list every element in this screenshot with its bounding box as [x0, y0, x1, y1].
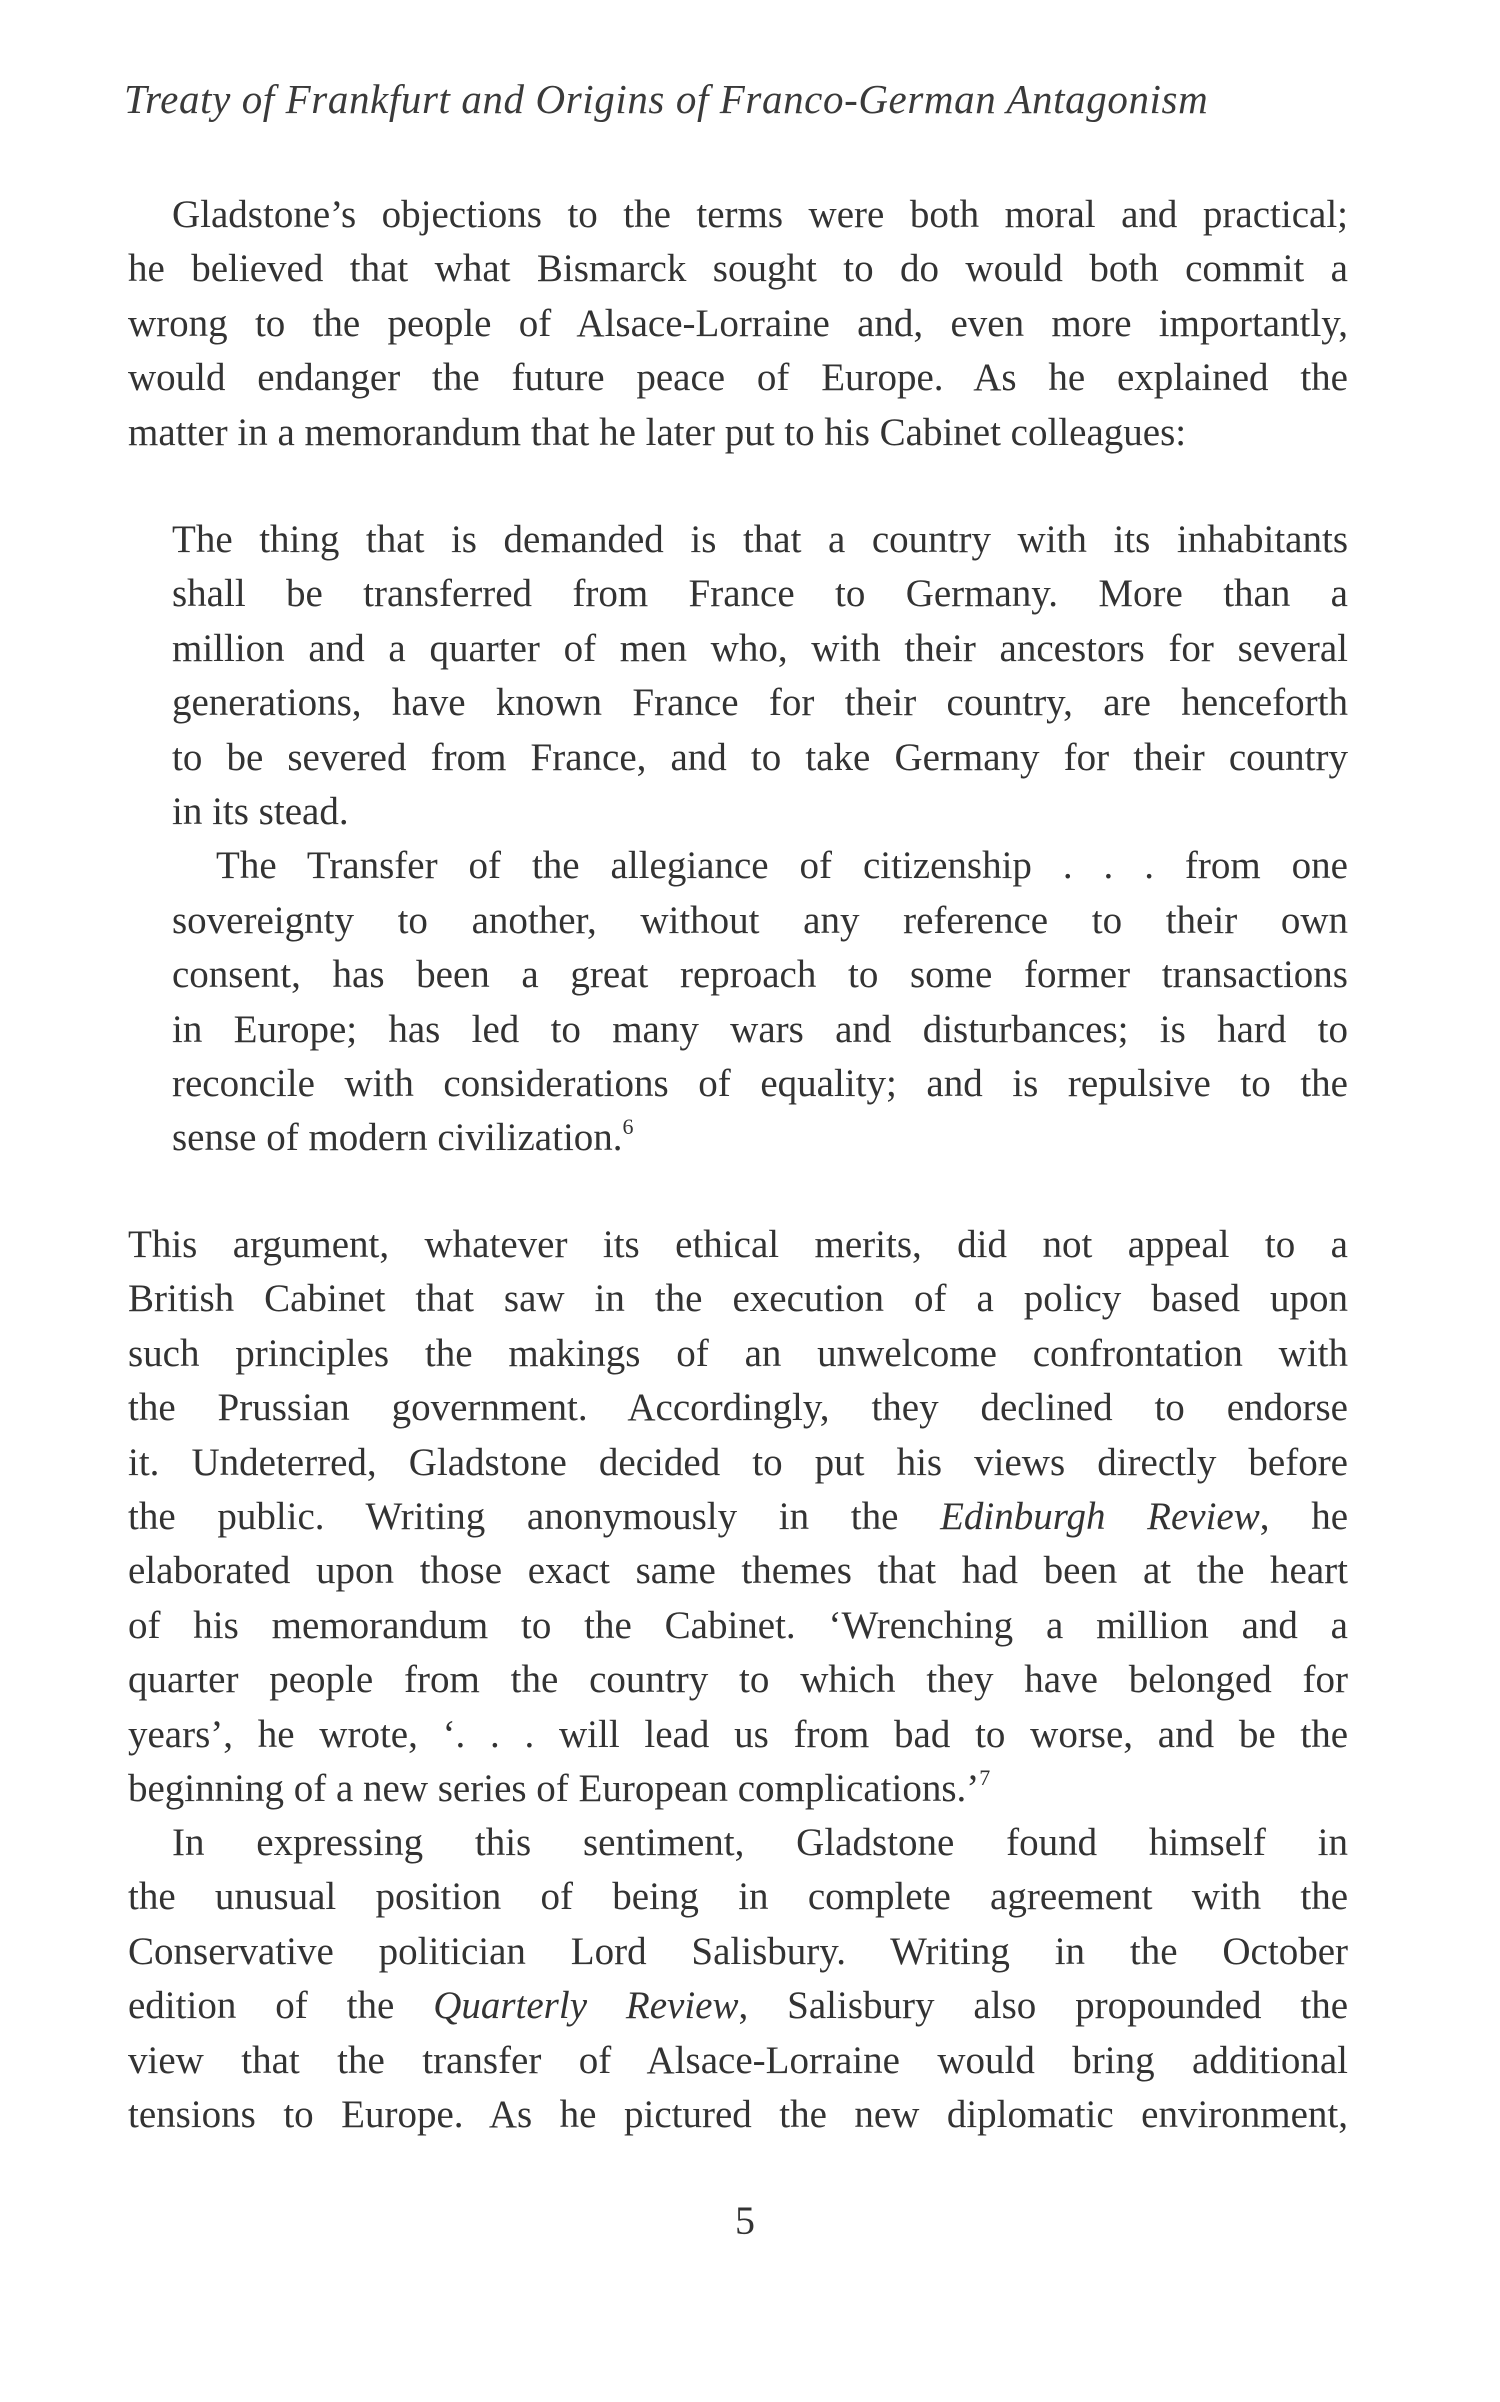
line-text: the public. Writing anonymously in the — [128, 1494, 941, 1538]
paragraph-line: years’, he wrote, ‘. . . will lead us from bad to worse, and be the — [128, 1712, 1348, 1756]
paragraph-line: Conservative politician Lord Salisbury. Writing in the October — [128, 1929, 1348, 1973]
paragraph-3 — [128, 1816, 1348, 2142]
quote-line — [172, 1111, 1348, 1165]
running-head: Treaty of Frankfurt and Origins of Franco-German Antagonism — [124, 76, 1209, 122]
line-text: edition of the — [128, 1984, 434, 2028]
paragraph-line — [128, 1762, 1348, 1816]
line-text: , he — [1259, 1494, 1348, 1538]
paragraph-line: would endanger the future peace of Europe. As he explained the — [128, 356, 1348, 400]
paragraph-line: of his memorandum to the Cabinet. ‘Wrenching a million and a — [128, 1603, 1348, 1647]
footnote-marker-6[interactable]: 6 — [622, 1114, 634, 1140]
paragraph-line: he believed that what Bismarck sought to do would both commit a — [128, 247, 1348, 291]
quote-line: in Europe; has led to many wars and disturbances; is hard to — [172, 1007, 1348, 1051]
quote-line: The thing that is demanded is that a country with its inhabitants — [172, 518, 1348, 561]
paragraph-line: matter in a memorandum that he later put to his Cabinet colleagues: — [128, 410, 1187, 454]
paragraph-line: In expressing this sentiment, Gladstone found himself in — [172, 1821, 1348, 1864]
quote-line: reconcile with considerations of equality; and is repulsive to the — [172, 1061, 1348, 1105]
quote-line: in its stead. — [172, 789, 349, 833]
paragraph-line: the Prussian government. Accordingly, they declined to endorse — [128, 1386, 1348, 1430]
paragraph-line — [128, 1979, 1348, 2033]
quote-line: to be severed from France, and to take Germany for their country — [172, 735, 1348, 779]
footnote-marker-7[interactable]: 7 — [979, 1764, 991, 1790]
paragraph-line: tensions to Europe. As he pictured the new diplomatic environment, — [128, 2092, 1348, 2136]
paragraph-line: the unusual position of being in complete agreement with the — [128, 1875, 1348, 1919]
block-quote-paragraph-1 — [172, 513, 1348, 839]
paragraph-line: it. Undeterred, Gladstone decided to put his views directly before — [128, 1440, 1348, 1484]
paragraph-line: This argument, whatever its ethical merits, did not appeal to a — [128, 1223, 1348, 1266]
quote-line: shall be transferred from France to Germany. More than a — [172, 572, 1348, 616]
publication-title-edinburgh-review: Edinburgh Review — [940, 1494, 1260, 1538]
quote-line-text: sense of modern civilization. — [172, 1116, 623, 1160]
paragraph-line: British Cabinet that saw in the execution of a policy based upon — [128, 1277, 1348, 1321]
block-quote — [172, 513, 1348, 1166]
paragraph-line: view that the transfer of Alsace-Lorraine would bring additional — [128, 2038, 1348, 2082]
quote-line: consent, has been a great reproach to some former transactions — [172, 953, 1348, 997]
paragraph-line: quarter people from the country to which they have belonged for — [128, 1658, 1348, 1702]
publication-title-quarterly-review: Quarterly Review — [433, 1984, 739, 2028]
quote-line: The Transfer of the allegiance of citizenship . . . from one — [216, 844, 1348, 888]
paragraph-1 — [128, 188, 1348, 460]
line-text: beginning of a new series of European complications.’ — [128, 1766, 980, 1810]
paragraph-line: elaborated upon those exact same themes that had been at the heart — [128, 1549, 1348, 1593]
page-number: 5 — [735, 2198, 755, 2243]
paragraph-line: such principles the makings of an unwelcome confrontation with — [128, 1331, 1348, 1375]
paragraph-line — [128, 1490, 1348, 1544]
block-quote-paragraph-2 — [172, 839, 1348, 1165]
paragraph-2 — [128, 1218, 1348, 1816]
paragraph-line: wrong to the people of Alsace-Lorraine and, even more importantly, — [128, 301, 1348, 345]
line-text: , Salisbury also propounded the — [738, 1984, 1348, 2028]
quote-line: million and a quarter of men who, with their ancestors for several — [172, 626, 1348, 670]
quote-line: generations, have known France for their country, are henceforth — [172, 681, 1348, 725]
quote-line: sovereignty to another, without any reference to their own — [172, 898, 1348, 942]
paragraph-line: Gladstone’s objections to the terms were both moral and practical; — [172, 193, 1348, 236]
